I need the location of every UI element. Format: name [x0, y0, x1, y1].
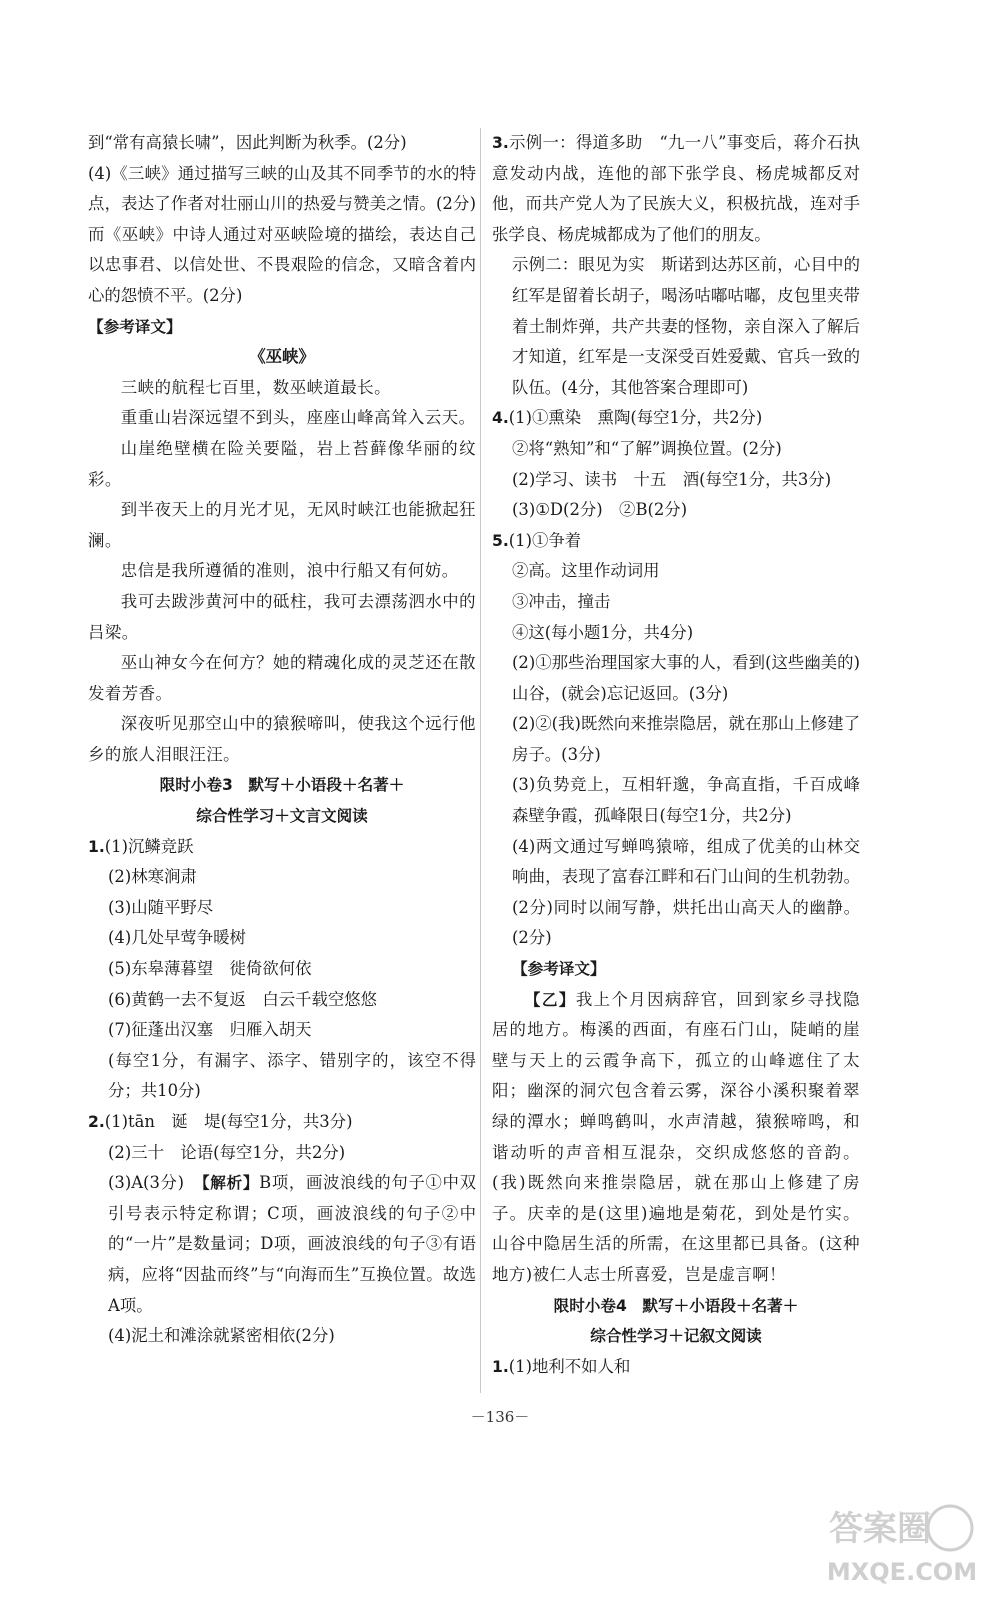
answer-line: (7)征蓬出汉塞 归雁入胡天: [108, 1020, 312, 1040]
translation-line: 巫山神女今在何方？她的精魂化成的灵芝还在散发着芳香。: [88, 653, 476, 703]
translation-line: 三峡的航程七百里，数巫峡道最长。: [120, 377, 392, 397]
question-item: [492, 128, 860, 250]
answer-text: (1)tān 诞 堤(每空1分，共3分): [104, 1112, 353, 1131]
watermark-top-text: 答案圈: [829, 1509, 931, 1549]
question-number: 3.: [492, 134, 509, 152]
question-item: [492, 1352, 860, 1383]
analysis-tag: 【解析】: [201, 1174, 260, 1193]
question-item: [88, 1107, 476, 1138]
watermark-bottom-text: MXQE.COM: [826, 1558, 978, 1586]
answer-line: [88, 1168, 476, 1321]
answer-line: (4)几处早莺争暖树: [108, 928, 246, 948]
answer-line: (3)①D(2分) ②B(2分): [512, 500, 688, 520]
answer-text: (1)①熏染 熏陶(每空1分，共2分): [508, 408, 763, 428]
translation-title: 《巫峡》: [249, 347, 315, 367]
watermark-circle: [928, 1506, 972, 1550]
answer-line: (2)三十 论语(每空1分，共2分): [108, 1142, 346, 1162]
answer-line: (3)负势竞上，互相轩邈，争高直指，千百成峰 森壁争霞，孤峰限日(每空1分，共2分): [512, 775, 877, 826]
answer-text: (1)①争着: [508, 530, 582, 550]
answer-line: ④这(每小题1分，共4分): [512, 622, 694, 642]
translation-line: 忠信是我所遵循的准则，浪中行船又有何妨。: [120, 561, 459, 581]
section-tag: 【参考译文】: [88, 317, 182, 336]
answer-line: ②将“熟知”和“了解”调换位置。(2分): [512, 438, 782, 458]
answer-line: 到“常有高猿长啸”，因此判断为秋季。(2分): [88, 133, 407, 152]
translation-line: 山崖绝壁横在险关要隘，岩上苔藓像华丽的纹彩。: [88, 438, 476, 489]
answer-line: (5)东皋薄暮望 徙倚欲何依: [108, 959, 312, 979]
section-tag: 【参考译文】: [512, 960, 606, 979]
translation-line: 我可去跋涉黄河中的砥柱，我可去漂荡泗水中的吕梁。: [88, 591, 476, 642]
translation-line: 重重山岩深远望不到头，座座山峰高耸入云天。: [120, 408, 476, 428]
answer-line: (4)两文通过写蝉鸣猿啼，组成了优美的山林交响曲，表现了富春江畔和石门山间的生机勃勃。(2分)同时以闹写静，烘托出山高天人的幽静。(2分): [512, 836, 860, 948]
question-item: [88, 832, 476, 863]
answer-line: (2)①那些治理国家大事的人，看到(这些幽美的)山谷，(就会)忘记返回。(3分): [512, 653, 860, 703]
question-number: 5.: [492, 531, 509, 550]
section-heading: 综合性学习＋记叙文阅读: [590, 1327, 762, 1346]
analysis-text: B项，画波浪线的句子①中双引号表示特定称谓；C项，画波浪线的句子②中的“一片”是数量词；D项，画波浪线的句子③有语病，应将“因盐而终”与“向海而生”互换位置。故选A项。: [108, 1173, 477, 1315]
translation-paragraph: [492, 985, 860, 1291]
translation-line: 到半夜天上的月光才见，无风时峡江也能掀起狂澜。: [88, 500, 476, 550]
answer-line: (2)②(我)既然向来推崇隐居，就在那山上修建了房子。(3分): [512, 714, 860, 764]
answer-text: (3)A(3分): [108, 1173, 185, 1193]
answer-line: 示例二：眼见为实 斯诺到达苏区前，心目中的红军是留着长胡子，喝汤咕嘟咕嘟，皮包里夹带着土制炸弹，共产共妻的怪物，亲自深入了解后才知道，红军是一支深受百姓爱戴、官兵一致的队伍。(4分，其他答案合理即可): [512, 255, 860, 397]
question-number: 4.: [492, 409, 509, 428]
answer-line: (4)泥土和滩涂就紧密相依(2分): [108, 1326, 335, 1346]
watermark-graphic: [822, 1498, 982, 1590]
question-item: [492, 526, 860, 557]
page-number: －136－: [470, 1408, 530, 1426]
question-item: [492, 403, 860, 434]
right-column: [492, 128, 877, 1382]
answer-line: ②高。这里作动词用: [512, 561, 660, 581]
answer-text: (1)沉鳞竞跃: [104, 836, 194, 856]
answer-text: 示例一：得道多助 “九一八”事变后，蒋介石执意发动内战，连他的部下张学良、杨虎城都反对他，而共产党人为了民族大义，积极抗战，连对手张学良、杨虎城都成为了他们的朋友。: [492, 133, 860, 244]
answer-note: (每空1分，有漏字、添字、错别字的，该空不得分；共10分): [108, 1050, 476, 1101]
answer-line: (6)黄鹤一去不复返 白云千载空悠悠: [108, 989, 378, 1009]
answer-line: (4)《三峡》通过描写三峡的山及其不同季节的水的特点，表达了作者对壮丽山川的热爱与赞美之情。(2分)而《巫峡》中诗人通过对巫峡险境的描绘，表达自己以忠事君、以信处世、不畏艰险的信念，又暗含着内心的怨愤不平。(2分): [88, 163, 476, 305]
question-number: 1.: [88, 837, 105, 856]
question-number: 1.: [492, 1357, 509, 1376]
answer-text: (1)地利不如人和: [508, 1356, 631, 1376]
translation-text: 我上个月因病辞官，回到家乡寻找隐居的地方。梅溪的西面，有座石门山，陡峭的崖壁与天上的云霞争高下，孤立的山峰遮住了太阳；幽深的洞穴包含着云雾，深谷小溪积聚着翠绿的潭水；蝉鸣鹤叫，水声清越，猿猴啼鸣，和谐动听的声音相互混杂，交织成悠悠的音韵。(我)既然向来推崇隐居，就在那山上修建了房子。庆幸的是(这里)遍地是菊花，到处是竹实。山谷中隐居生活的所需，在这里都已具备。(这种地方)被仁人志士所喜爱，岂是虚言啊！: [492, 989, 860, 1284]
answer-line: (2)学习、读书 十五 酒(每空1分，共3分): [512, 469, 832, 489]
answer-line: (2)林寒涧肃: [108, 867, 197, 887]
section-heading: 限时小卷4 默写＋小语段＋名著＋: [553, 1296, 799, 1315]
watermark-logo: [822, 1498, 982, 1590]
section-heading: 限时小卷3 默写＋小语段＋名著＋: [159, 776, 405, 795]
section-heading: 综合性学习＋文言文阅读: [196, 807, 368, 826]
left-column: [88, 128, 476, 1352]
column-divider: [480, 128, 481, 1393]
passage-tag: 【乙】: [524, 990, 576, 1009]
question-number: 2.: [88, 1113, 105, 1131]
answer-line: (3)山随平野尽: [108, 897, 214, 917]
answer-line: ③冲击，撞击: [512, 591, 611, 611]
translation-line: 深夜听见那空山中的猿猴啼叫，使我这个远行他乡的旅人泪眼汪汪。: [88, 714, 476, 764]
